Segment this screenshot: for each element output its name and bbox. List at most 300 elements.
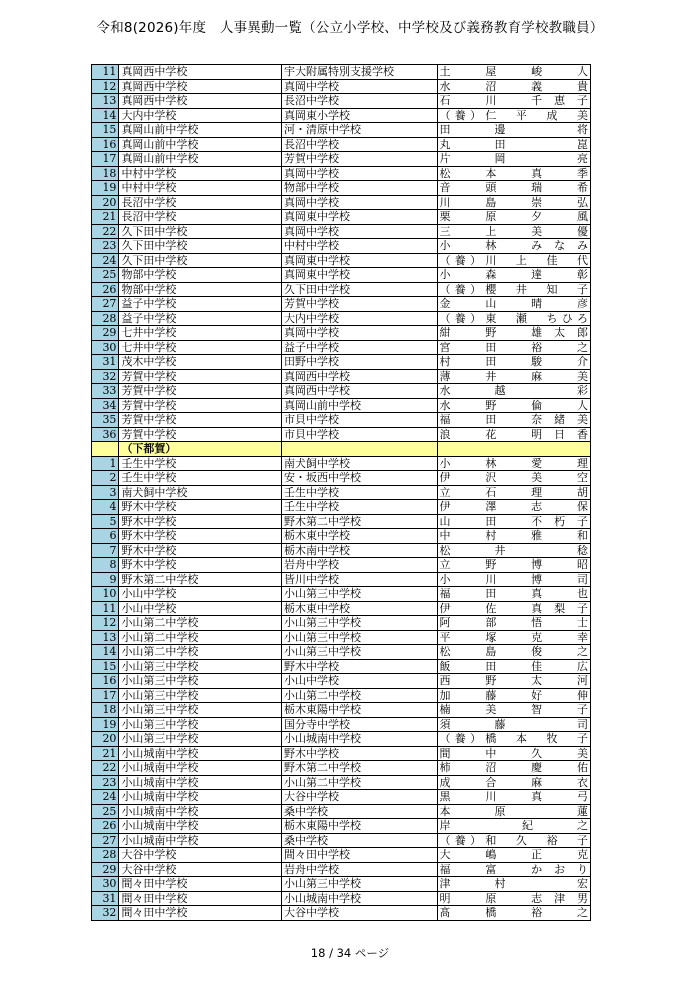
table-row — [92, 427, 591, 442]
table-row — [92, 239, 591, 254]
to-school: 小山第三中学校 — [282, 616, 437, 631]
to-school: 桑中学校 — [282, 804, 437, 819]
table-row — [92, 688, 591, 703]
table-row — [92, 224, 591, 239]
from-school: 芳賀中学校 — [119, 427, 282, 442]
table-row — [92, 819, 591, 834]
section-label: （下都賀） — [119, 442, 282, 457]
table-body-section — [92, 442, 591, 457]
from-school: 野木中学校 — [119, 514, 282, 529]
row-number: 17 — [92, 152, 119, 167]
row-number: 11 — [92, 601, 119, 616]
row-number: 12 — [92, 79, 119, 94]
table-row — [92, 775, 591, 790]
staff-name: 小 川 博 司 — [437, 572, 590, 587]
table-row — [92, 108, 591, 123]
table-row — [92, 543, 591, 558]
table-row — [92, 616, 591, 631]
row-number: 11 — [92, 65, 119, 80]
table-row — [92, 456, 591, 471]
from-school: 小山城南中学校 — [119, 833, 282, 848]
from-school: 七井中学校 — [119, 340, 282, 355]
row-number: 32 — [92, 906, 119, 921]
staff-name: 栗 原 夕 風 — [437, 210, 590, 225]
from-school: 大内中学校 — [119, 108, 282, 123]
row-number: 13 — [92, 630, 119, 645]
staff-name: 宮 田 裕 之 — [437, 340, 590, 355]
from-school: 真岡山前中学校 — [119, 137, 282, 152]
row-number: 15 — [92, 659, 119, 674]
from-school: 芳賀中学校 — [119, 369, 282, 384]
table-row — [92, 746, 591, 761]
from-school: 小山第三中学校 — [119, 717, 282, 732]
from-school: 芳賀中学校 — [119, 398, 282, 413]
table-row — [92, 514, 591, 529]
table-row — [92, 65, 591, 80]
staff-name: 三 上 美 優 — [437, 224, 590, 239]
section-number-cell — [92, 442, 119, 457]
from-school: 野木中学校 — [119, 543, 282, 558]
to-school: 大谷中学校 — [282, 906, 437, 921]
staff-name: 成 合 麻 衣 — [437, 775, 590, 790]
staff-name: 福 田 真 也 — [437, 587, 590, 602]
to-school: 真岡東中学校 — [282, 210, 437, 225]
row-number: 13 — [92, 94, 119, 109]
to-school: 真岡中学校 — [282, 166, 437, 181]
staff-name: 村 田 駿 介 — [437, 355, 590, 370]
row-number: 23 — [92, 775, 119, 790]
from-school: 真岡山前中学校 — [119, 123, 282, 138]
page-number: 18 / 34 ページ — [310, 946, 390, 960]
table-row — [92, 413, 591, 428]
transfer-table — [91, 64, 591, 921]
table-row — [92, 790, 591, 805]
from-school: 久下田中学校 — [119, 239, 282, 254]
row-number: 5 — [92, 514, 119, 529]
table-row — [92, 558, 591, 573]
row-number: 18 — [92, 166, 119, 181]
to-school: 栃木東陽中学校 — [282, 819, 437, 834]
staff-name: 立 石 理 胡 — [437, 485, 590, 500]
staff-name: 柿 沼 慶 佑 — [437, 761, 590, 776]
staff-name: 金 山 晴 彦 — [437, 297, 590, 312]
from-school: 大谷中学校 — [119, 862, 282, 877]
staff-name: 本 原 蓮 — [437, 804, 590, 819]
row-number: 17 — [92, 688, 119, 703]
table-row — [92, 877, 591, 892]
table-row — [92, 717, 591, 732]
staff-name: 髙 橋 裕 之 — [437, 906, 590, 921]
from-school: 真岡山前中学校 — [119, 152, 282, 167]
from-school: 益子中学校 — [119, 311, 282, 326]
from-school: 野木中学校 — [119, 500, 282, 515]
staff-name: 西 野 太 河 — [437, 674, 590, 689]
row-number: 7 — [92, 543, 119, 558]
to-school: 真岡東中学校 — [282, 268, 437, 283]
table-row — [92, 137, 591, 152]
table-row — [92, 529, 591, 544]
row-number: 19 — [92, 181, 119, 196]
row-number: 28 — [92, 311, 119, 326]
from-school: 真岡西中学校 — [119, 79, 282, 94]
staff-name: 小 森 達 彰 — [437, 268, 590, 283]
row-number: 1 — [92, 456, 119, 471]
to-school: 桑中学校 — [282, 833, 437, 848]
staff-name: 田 邊 将 — [437, 123, 590, 138]
table-row — [92, 94, 591, 109]
to-school: 大谷中学校 — [282, 790, 437, 805]
row-number: 12 — [92, 616, 119, 631]
from-school: 間々田中学校 — [119, 906, 282, 921]
table-row — [92, 833, 591, 848]
row-number: 14 — [92, 645, 119, 660]
table-row — [92, 587, 591, 602]
staff-name: 福 田 奈緒美 — [437, 413, 590, 428]
from-school: 茂木中学校 — [119, 355, 282, 370]
table-row — [92, 79, 591, 94]
staff-name: 伊 沢 美 空 — [437, 471, 590, 486]
to-school: 小山第三中学校 — [282, 645, 437, 660]
from-school: 小山城南中学校 — [119, 775, 282, 790]
from-school: 中村中学校 — [119, 166, 282, 181]
row-number: 25 — [92, 268, 119, 283]
to-school: 田野中学校 — [282, 355, 437, 370]
to-school: 真岡東小学校 — [282, 108, 437, 123]
staff-name: （養）川 上 佳 代 — [437, 253, 590, 268]
to-school: 国分寺中学校 — [282, 717, 437, 732]
table-row — [92, 297, 591, 312]
to-school: 小山第三中学校 — [282, 630, 437, 645]
row-number: 20 — [92, 195, 119, 210]
row-number: 9 — [92, 572, 119, 587]
table-row — [92, 326, 591, 341]
staff-name: 石 川 千恵子 — [437, 94, 590, 109]
staff-name: 楠 美 智 子 — [437, 703, 590, 718]
staff-name: 薄 井 麻 美 — [437, 369, 590, 384]
from-school: 小山第二中学校 — [119, 616, 282, 631]
table-row — [92, 645, 591, 660]
row-number: 23 — [92, 239, 119, 254]
from-school: 壬生中学校 — [119, 471, 282, 486]
table-row — [92, 485, 591, 500]
staff-name: 音 頭 瑞 希 — [437, 181, 590, 196]
staff-name: 平 塚 克 幸 — [437, 630, 590, 645]
from-school: 小山城南中学校 — [119, 746, 282, 761]
staff-name: 松 本 真 季 — [437, 166, 590, 181]
to-school: 壬生中学校 — [282, 500, 437, 515]
to-school: 栃木南中学校 — [282, 543, 437, 558]
row-number: 30 — [92, 877, 119, 892]
from-school: 小山城南中学校 — [119, 761, 282, 776]
row-number: 15 — [92, 123, 119, 138]
staff-name: 小 林 みなみ — [437, 239, 590, 254]
staff-name: 水 沼 義 貴 — [437, 79, 590, 94]
section-empty-cell — [437, 442, 590, 457]
staff-name: 片 岡 亮 — [437, 152, 590, 167]
to-school: 栃木東中学校 — [282, 601, 437, 616]
to-school: 宇大附属特別支援学校 — [282, 65, 437, 80]
row-number: 29 — [92, 862, 119, 877]
page-title: 令和8(2026)年度 人事異動一覧（公立小学校、中学校及び義務教育学校教職員） — [96, 20, 604, 36]
from-school: 小山第二中学校 — [119, 630, 282, 645]
to-school: 益子中学校 — [282, 340, 437, 355]
staff-name: 伊 澤 志 保 — [437, 500, 590, 515]
to-school: 河・清原中学校 — [282, 123, 437, 138]
staff-name: 福 富 かおり — [437, 862, 590, 877]
section-row — [92, 442, 591, 457]
staff-name: 中 村 雅 和 — [437, 529, 590, 544]
staff-name: 浪 花 明日香 — [437, 427, 590, 442]
table-row — [92, 674, 591, 689]
staff-name: 小 林 愛 理 — [437, 456, 590, 471]
from-school: 小山城南中学校 — [119, 804, 282, 819]
to-school: 皆川中学校 — [282, 572, 437, 587]
row-number: 24 — [92, 253, 119, 268]
row-number: 10 — [92, 587, 119, 602]
table-row — [92, 732, 591, 747]
to-school: 長沼中学校 — [282, 94, 437, 109]
table-row — [92, 369, 591, 384]
row-number: 29 — [92, 326, 119, 341]
to-school: 野木第二中学校 — [282, 761, 437, 776]
staff-name: 水 越 彩 — [437, 384, 590, 399]
to-school: 岩舟中学校 — [282, 862, 437, 877]
row-number: 3 — [92, 485, 119, 500]
table-row — [92, 572, 591, 587]
to-school: 真岡西中学校 — [282, 369, 437, 384]
staff-name: 阿 部 悟 士 — [437, 616, 590, 631]
from-school: 間々田中学校 — [119, 891, 282, 906]
row-number: 25 — [92, 804, 119, 819]
to-school: 小山城南中学校 — [282, 891, 437, 906]
from-school: 小山中学校 — [119, 587, 282, 602]
to-school: 真岡中学校 — [282, 326, 437, 341]
table-row — [92, 268, 591, 283]
table-row — [92, 891, 591, 906]
table-row — [92, 210, 591, 225]
table-row — [92, 804, 591, 819]
row-number: 18 — [92, 703, 119, 718]
to-school: 間々田中学校 — [282, 848, 437, 863]
to-school: 栃木東陽中学校 — [282, 703, 437, 718]
from-school: 南犬飼中学校 — [119, 485, 282, 500]
from-school: 小山城南中学校 — [119, 790, 282, 805]
staff-name: （養）橋 本 牧 子 — [437, 732, 590, 747]
staff-name: 紺 野 雄太郎 — [437, 326, 590, 341]
from-school: 物部中学校 — [119, 268, 282, 283]
from-school: 野木中学校 — [119, 529, 282, 544]
row-number: 36 — [92, 427, 119, 442]
table-row — [92, 311, 591, 326]
from-school: 中村中学校 — [119, 181, 282, 196]
table-row — [92, 703, 591, 718]
staff-name: 須 藤 司 — [437, 717, 590, 732]
row-number: 30 — [92, 340, 119, 355]
staff-name: 丸 田 崑 — [437, 137, 590, 152]
staff-name: 間 中 久 美 — [437, 746, 590, 761]
row-number: 16 — [92, 674, 119, 689]
to-school: 栃木東中学校 — [282, 529, 437, 544]
to-school: 小山中学校 — [282, 674, 437, 689]
to-school: 市貝中学校 — [282, 413, 437, 428]
from-school: 物部中学校 — [119, 282, 282, 297]
row-number: 31 — [92, 891, 119, 906]
to-school: 小山第二中学校 — [282, 775, 437, 790]
from-school: 真岡西中学校 — [119, 94, 282, 109]
row-number: 27 — [92, 833, 119, 848]
to-school: 安・坂西中学校 — [282, 471, 437, 486]
to-school: 中村中学校 — [282, 239, 437, 254]
table-row — [92, 282, 591, 297]
to-school: 芳賀中学校 — [282, 152, 437, 167]
from-school: 小山第二中学校 — [119, 645, 282, 660]
staff-name: （養）東 瀬 ちひろ — [437, 311, 590, 326]
table-row — [92, 181, 591, 196]
table-row — [92, 761, 591, 776]
from-school: 真岡西中学校 — [119, 65, 282, 80]
staff-name: 土 屋 峻 人 — [437, 65, 590, 80]
row-number: 21 — [92, 210, 119, 225]
row-number: 22 — [92, 224, 119, 239]
row-number: 22 — [92, 761, 119, 776]
to-school: 野木中学校 — [282, 659, 437, 674]
table-row — [92, 906, 591, 921]
table-row — [92, 340, 591, 355]
to-school: 真岡東中学校 — [282, 253, 437, 268]
staff-name: （養）和 久 裕 子 — [437, 833, 590, 848]
staff-name: 飯 田 佳 広 — [437, 659, 590, 674]
row-number: 4 — [92, 500, 119, 515]
to-school: 壬生中学校 — [282, 485, 437, 500]
to-school: 小山城南中学校 — [282, 732, 437, 747]
from-school: 長沼中学校 — [119, 195, 282, 210]
row-number: 33 — [92, 384, 119, 399]
from-school: 野木中学校 — [119, 558, 282, 573]
from-school: 小山第三中学校 — [119, 659, 282, 674]
row-number: 8 — [92, 558, 119, 573]
table-row — [92, 123, 591, 138]
to-school: 芳賀中学校 — [282, 297, 437, 312]
row-number: 26 — [92, 282, 119, 297]
to-school: 真岡中学校 — [282, 224, 437, 239]
from-school: 小山第三中学校 — [119, 688, 282, 703]
table-row — [92, 862, 591, 877]
staff-name: 岸 紀 之 — [437, 819, 590, 834]
staff-name: 松 島 俊 之 — [437, 645, 590, 660]
to-school: 野木第二中学校 — [282, 514, 437, 529]
table-row — [92, 848, 591, 863]
to-school: 長沼中学校 — [282, 137, 437, 152]
from-school: 小山城南中学校 — [119, 819, 282, 834]
row-number: 27 — [92, 297, 119, 312]
staff-name: 川 島 崇 弘 — [437, 195, 590, 210]
staff-name: 松 井 稔 — [437, 543, 590, 558]
from-school: 小山中学校 — [119, 601, 282, 616]
staff-name: 明 原 志津男 — [437, 891, 590, 906]
row-number: 35 — [92, 413, 119, 428]
from-school: 久下田中学校 — [119, 224, 282, 239]
from-school: 長沼中学校 — [119, 210, 282, 225]
staff-name: （養）仁 平 成 美 — [437, 108, 590, 123]
row-number: 2 — [92, 471, 119, 486]
from-school: 七井中学校 — [119, 326, 282, 341]
from-school: 小山第三中学校 — [119, 732, 282, 747]
table-row — [92, 166, 591, 181]
from-school: 壬生中学校 — [119, 456, 282, 471]
table-row — [92, 195, 591, 210]
table-body-bottom — [92, 456, 591, 920]
row-number: 19 — [92, 717, 119, 732]
row-number: 31 — [92, 355, 119, 370]
to-school: 物部中学校 — [282, 181, 437, 196]
to-school: 小山第三中学校 — [282, 587, 437, 602]
staff-name: 黒 川 真 弓 — [437, 790, 590, 805]
to-school: 市貝中学校 — [282, 427, 437, 442]
row-number: 20 — [92, 732, 119, 747]
from-school: 小山第三中学校 — [119, 703, 282, 718]
row-number: 14 — [92, 108, 119, 123]
from-school: 益子中学校 — [119, 297, 282, 312]
to-school: 小山第二中学校 — [282, 688, 437, 703]
table-row — [92, 355, 591, 370]
to-school: 野木中学校 — [282, 746, 437, 761]
to-school: 小山第三中学校 — [282, 877, 437, 892]
row-number: 34 — [92, 398, 119, 413]
table-row — [92, 384, 591, 399]
staff-name: 加 藤 好 伸 — [437, 688, 590, 703]
row-number: 28 — [92, 848, 119, 863]
staff-name: 大 嶋 正 克 — [437, 848, 590, 863]
from-school: 芳賀中学校 — [119, 413, 282, 428]
from-school: 間々田中学校 — [119, 877, 282, 892]
row-number: 26 — [92, 819, 119, 834]
from-school: 大谷中学校 — [119, 848, 282, 863]
to-school: 真岡中学校 — [282, 79, 437, 94]
staff-name: 立 野 博 昭 — [437, 558, 590, 573]
row-number: 21 — [92, 746, 119, 761]
row-number: 6 — [92, 529, 119, 544]
table-row — [92, 152, 591, 167]
from-school: 小山第三中学校 — [119, 674, 282, 689]
row-number: 24 — [92, 790, 119, 805]
table-row — [92, 630, 591, 645]
staff-name: （養）櫻 井 知 子 — [437, 282, 590, 297]
to-school: 大内中学校 — [282, 311, 437, 326]
to-school: 真岡西中学校 — [282, 384, 437, 399]
table-row — [92, 500, 591, 515]
staff-name: 山 田 不朽子 — [437, 514, 590, 529]
table-row — [92, 253, 591, 268]
table-row — [92, 398, 591, 413]
to-school: 真岡山前中学校 — [282, 398, 437, 413]
row-number: 16 — [92, 137, 119, 152]
row-number: 32 — [92, 369, 119, 384]
from-school: 野木第二中学校 — [119, 572, 282, 587]
to-school: 岩舟中学校 — [282, 558, 437, 573]
section-empty-cell — [282, 442, 437, 457]
to-school: 南犬飼中学校 — [282, 456, 437, 471]
to-school: 久下田中学校 — [282, 282, 437, 297]
staff-name: 伊 佐 真梨子 — [437, 601, 590, 616]
from-school: 芳賀中学校 — [119, 384, 282, 399]
table-row — [92, 471, 591, 486]
table-body-top — [92, 65, 591, 442]
to-school: 真岡中学校 — [282, 195, 437, 210]
table-row — [92, 601, 591, 616]
staff-name: 水 野 倫 人 — [437, 398, 590, 413]
from-school: 久下田中学校 — [119, 253, 282, 268]
staff-name: 津 村 宏 — [437, 877, 590, 892]
